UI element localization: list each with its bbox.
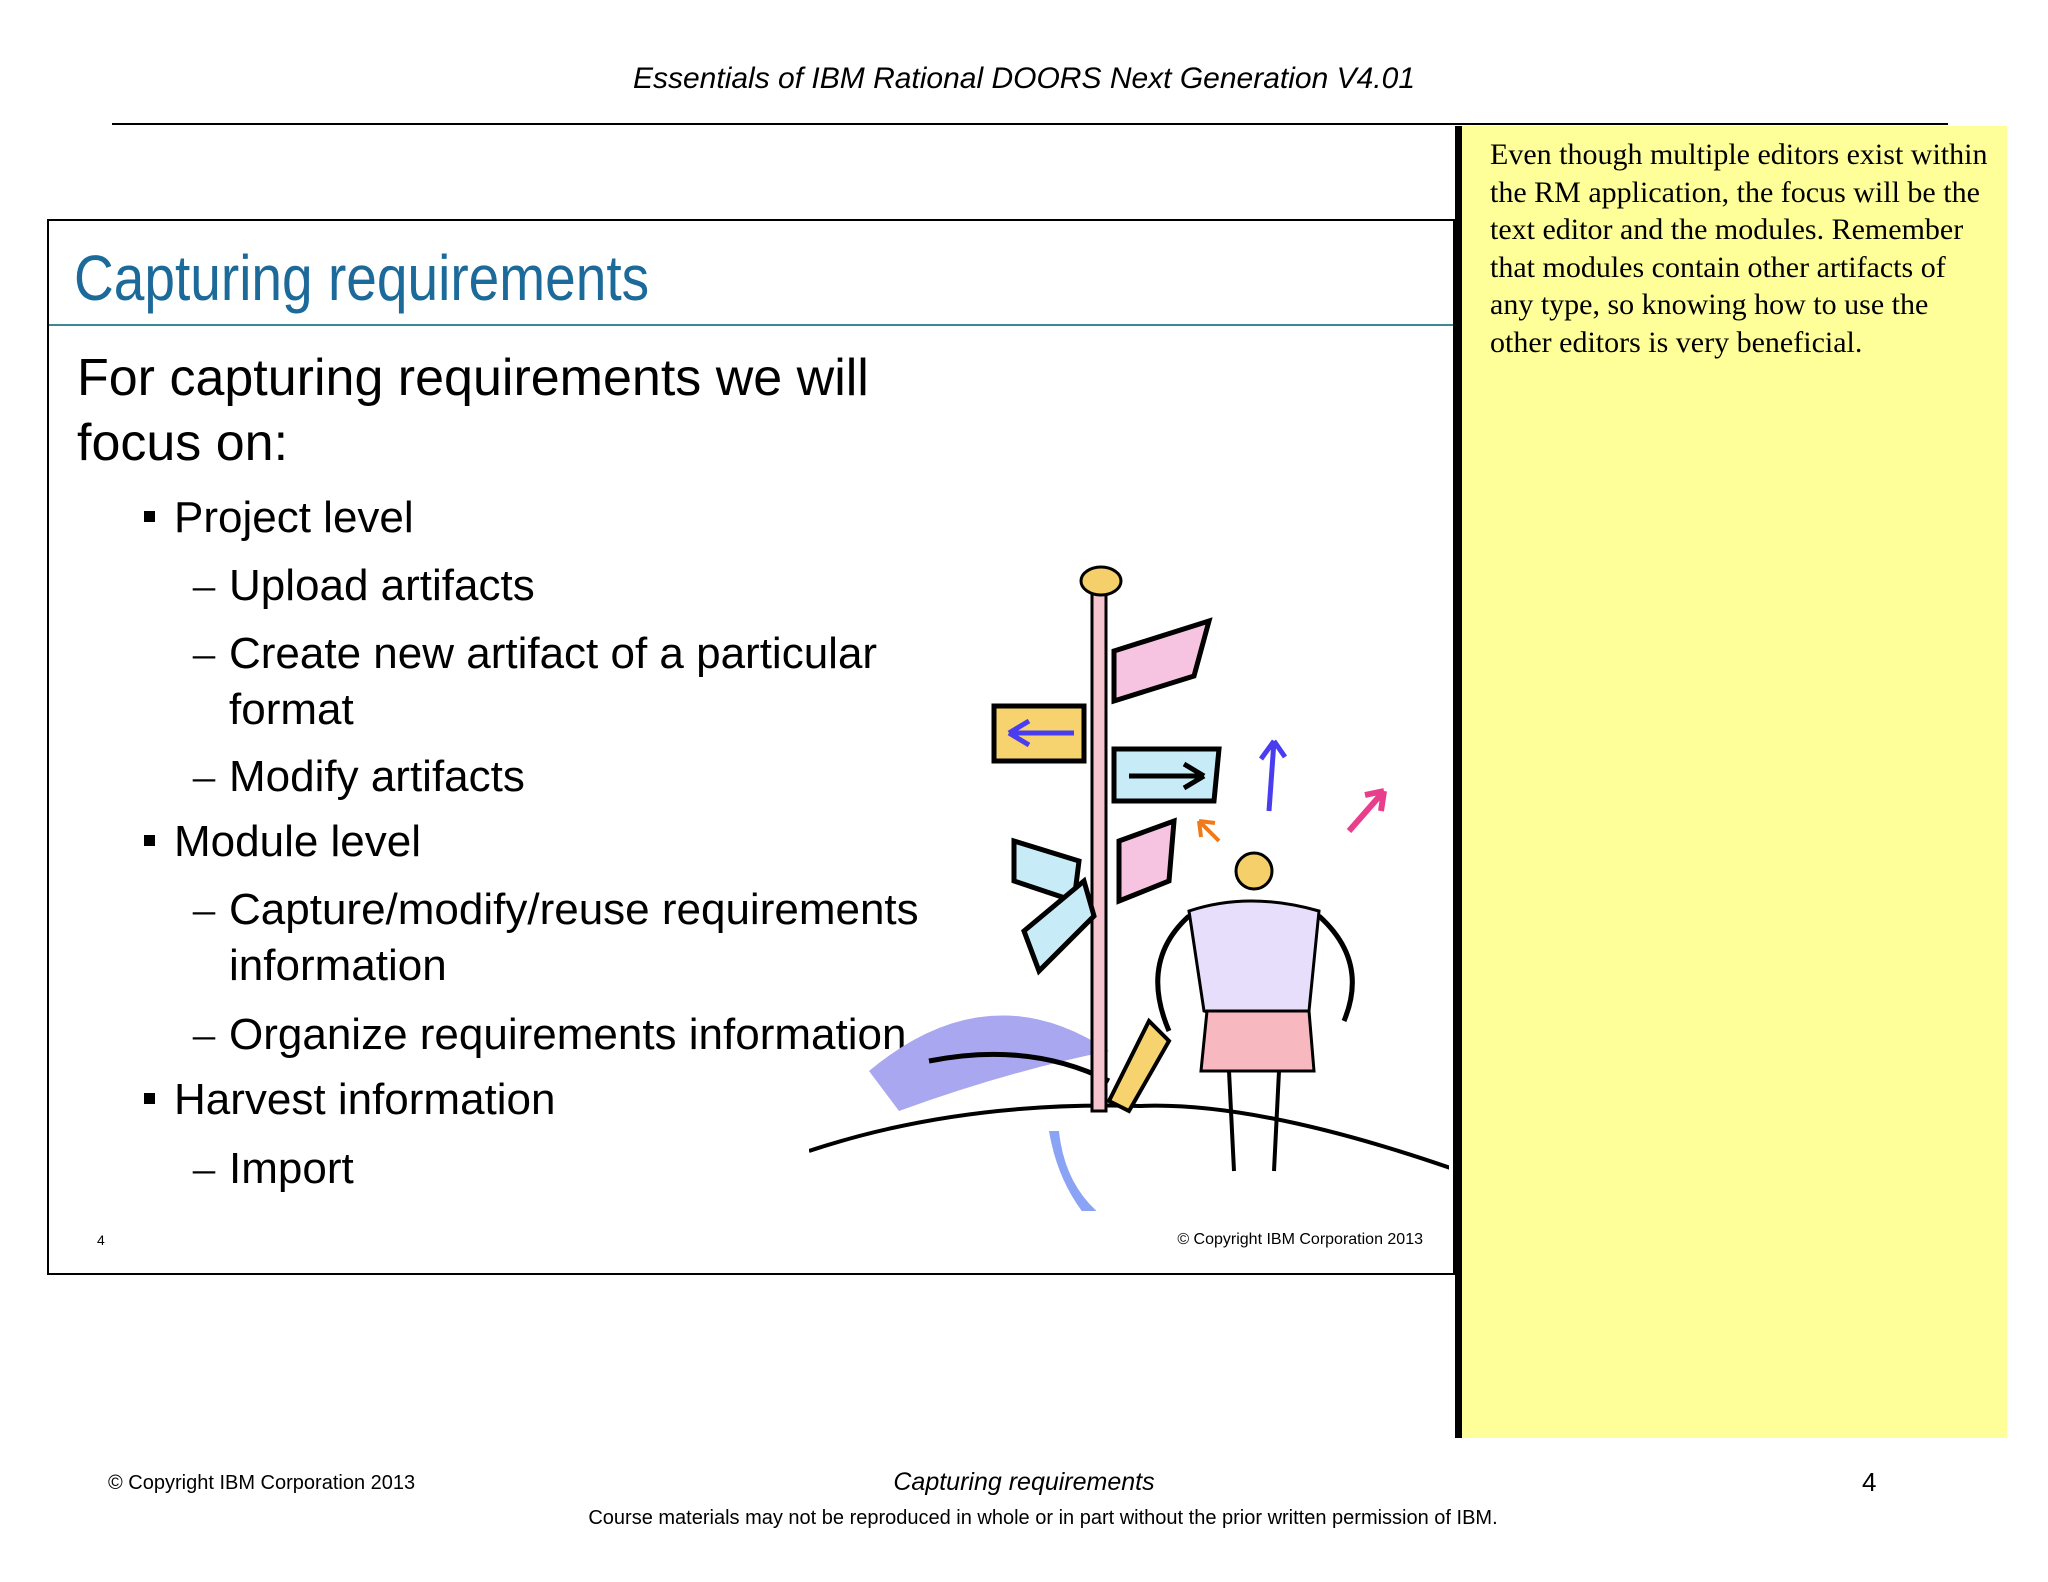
- dash-bullet-icon: –: [193, 561, 215, 610]
- subitem-modify-artifacts: [193, 749, 525, 805]
- sign-bottom-icon: [1109, 1021, 1169, 1111]
- speaker-notes-panel: [1462, 126, 2007, 1438]
- header-divider: [112, 123, 1948, 125]
- bullet-label: Harvest information: [174, 1075, 556, 1124]
- square-bullet-icon: [144, 511, 155, 522]
- subitem-label: Modify artifacts: [229, 752, 525, 801]
- pole-top-icon: [1081, 567, 1121, 595]
- slide-copyright: © Copyright IBM Corporation 2013: [1177, 1231, 1423, 1248]
- sign-small-right-icon: [1119, 821, 1174, 901]
- footer-copyright: © Copyright IBM Corporation 2013: [108, 1472, 416, 1494]
- subitem-upload-artifacts: [193, 558, 535, 614]
- ground-line-icon: [809, 1106, 1449, 1171]
- dash-bullet-icon: –: [193, 885, 215, 934]
- subitem-organize-requirements: [193, 1007, 907, 1063]
- sign-upper-right-icon: [1114, 621, 1209, 701]
- path-stream-icon: [1049, 1131, 1239, 1211]
- dash-bullet-icon: –: [193, 629, 215, 678]
- bullet-label: Module level: [174, 817, 422, 866]
- small-arrow-icon: [1199, 821, 1219, 841]
- subitem-label: Capture/modify/reuse requirements information: [229, 885, 919, 990]
- bullet-harvest-information: [144, 1075, 555, 1125]
- subitem-import: [193, 1141, 354, 1197]
- notes-divider: [1455, 126, 1462, 1438]
- footer-title: Capturing requirements: [893, 1468, 1155, 1496]
- square-bullet-icon: [144, 1093, 155, 1104]
- subitem-label: Import: [229, 1144, 354, 1193]
- path-swoosh-icon: [869, 1015, 1109, 1111]
- bullet-project-level: [144, 493, 414, 543]
- signpost-person-clipart: [809, 371, 1449, 1211]
- person-body-icon: [1189, 901, 1319, 1019]
- person-head-icon: [1236, 853, 1272, 889]
- footer-notice: Course materials may not be reproduced in whole or in part without the prior written permission of IBM.: [588, 1507, 1498, 1529]
- person-skirt-icon: [1201, 1011, 1314, 1071]
- subitem-label: Organize requirements information: [229, 1010, 907, 1059]
- bullet-module-level: [144, 817, 421, 867]
- title-divider: [49, 324, 1453, 326]
- person-legs-icon: [1229, 1071, 1279, 1171]
- subitem-label: Create new artifact of a particular format: [229, 629, 878, 734]
- person-arm-left-icon: [1158, 916, 1189, 1031]
- slide-frame: [47, 219, 1455, 1275]
- person-arm-right-icon: [1319, 916, 1352, 1021]
- slide-number: 4: [97, 1232, 105, 1248]
- subitem-label: Upload artifacts: [229, 561, 535, 610]
- speaker-notes-text: Even though multiple editors exist within the RM application, the focus will be the text editor and the modules. Remember that modules contain other artifacts of any type, so knowing how to use the other editors is very beneficial.: [1490, 138, 1988, 359]
- slide-intro-text: For capturing requirements we will focus on:: [77, 349, 869, 472]
- dash-bullet-icon: –: [193, 752, 215, 801]
- diagonal-arrow-icon: [1349, 791, 1384, 831]
- dash-bullet-icon: –: [193, 1144, 215, 1193]
- slide-title: Capturing requirements: [74, 242, 650, 314]
- bullet-label: Project level: [174, 493, 414, 542]
- square-bullet-icon: [144, 835, 155, 846]
- page-header-title: Essentials of IBM Rational DOORS Next Generation V4.01: [632, 62, 1416, 95]
- up-arrow-icon: [1261, 741, 1285, 811]
- footer-page-number: 4: [1862, 1467, 1877, 1497]
- dash-bullet-icon: –: [193, 1010, 215, 1059]
- signpost-pole-icon: [1092, 581, 1106, 1111]
